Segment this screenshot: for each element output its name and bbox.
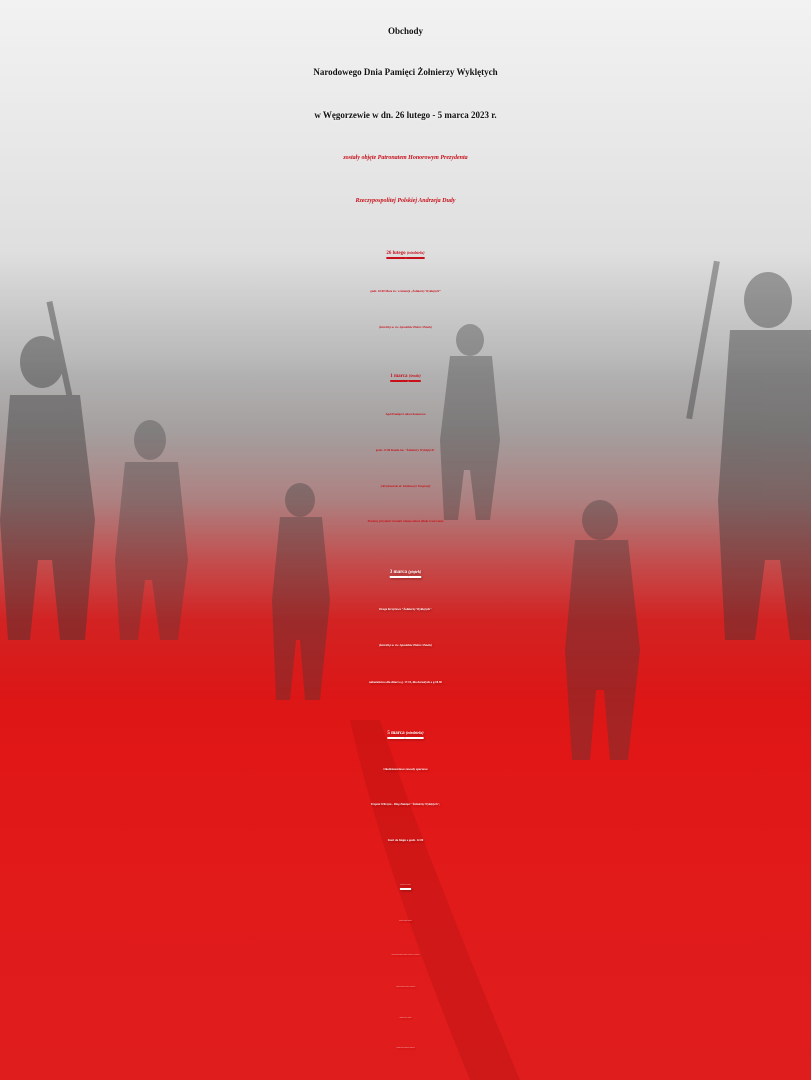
patronage-line-2: Rzeczypospolitej Polskiej Andrzeja Dudy: [355, 198, 456, 204]
header-title-line-3: w Węgorzewie w dn. 26 lutego - 5 marca 2023 r.: [314, 110, 497, 120]
event-4-line-1: Okolicznościowe zawody sportowe: [383, 767, 428, 771]
event-3-line-3: nabożeństwo dla dzieci o g. 17.15, dla dorosłych o g.18.30: [369, 680, 442, 684]
event-4-date-heading: [0, 731, 811, 736]
organizers-heading: Organizatorzy obchodów:: [399, 885, 412, 886]
event-1-date-heading: [0, 251, 811, 256]
event-4-line-2: Tropem Wilczym - Bieg Pamięci "Żołnierzy Wyklętych",: [370, 802, 441, 806]
patronage-line-1: zostały objęte Patronatem Honorowym Prezydenta: [343, 155, 468, 161]
organizer-item-2: Narodowego Dnia Pamięci "Żołnierzy Wyklętych" w Węgorzewie: [391, 955, 420, 956]
organizer-item-1: Społeczny Komitet Obchodów: [399, 921, 412, 922]
event-1-line-2: (kościół p.w. św. Apostołów Piotra i Pawła): [379, 325, 432, 329]
header-title-line-2: Narodowego Dnia Pamięci Żołnierzy Wyklętych: [313, 67, 498, 77]
event-3-line-2: (kościół p.w. św. Apostołów Piotra i Pawła): [379, 643, 432, 647]
event-3-date-heading: [0, 570, 811, 575]
event-4-weekday: (niedziela): [405, 730, 424, 735]
event-4-line-3: Start do biegu o godz. 12.00: [387, 838, 424, 842]
event-3-date: 3 marca: [389, 570, 408, 575]
event-2-date: 1 marca: [390, 374, 408, 379]
event-2-weekday: (środa): [408, 373, 421, 378]
header-title-line-1: Obchody: [387, 26, 423, 36]
organizer-item-3: 1 Mazurska Brygada Artylerii w Węgorzewie: [395, 987, 416, 988]
event-1-date: 26 lutego: [386, 251, 406, 256]
event-2-line-3: (skrzyżowanie ul. Zamkowej i Targowej): [380, 484, 431, 488]
organizer-item-4: Delegatura IPN w Olsztynie: [399, 1018, 412, 1019]
event-3-weekday: (piątek): [408, 569, 422, 574]
event-2-line-1: Apel Pamięci i salwa honorowa: [385, 412, 426, 416]
event-2-line-2: godz. 17.00 Rondo im. "Żołnierzy Wyklętych": [375, 448, 436, 452]
event-2-date-heading: [0, 374, 811, 379]
organizer-item-5: Ośrodek Sportu i Rekreacji w Węgorzewie: [396, 1048, 415, 1049]
event-2-line-4: Prosimy przynieść również własne znicze (białe i czerwone): [367, 519, 444, 523]
event-4-date: 5 marca: [387, 731, 405, 736]
event-1-line-1: godz. 10.00 Msza św. w intencji „Żołnierzy Wyklętych”: [370, 289, 441, 293]
event-3-line-1: Droga Krzyżowa "Żołnierzy Wyklętych": [379, 607, 432, 611]
event-1-weekday: (niedziela): [406, 250, 425, 255]
